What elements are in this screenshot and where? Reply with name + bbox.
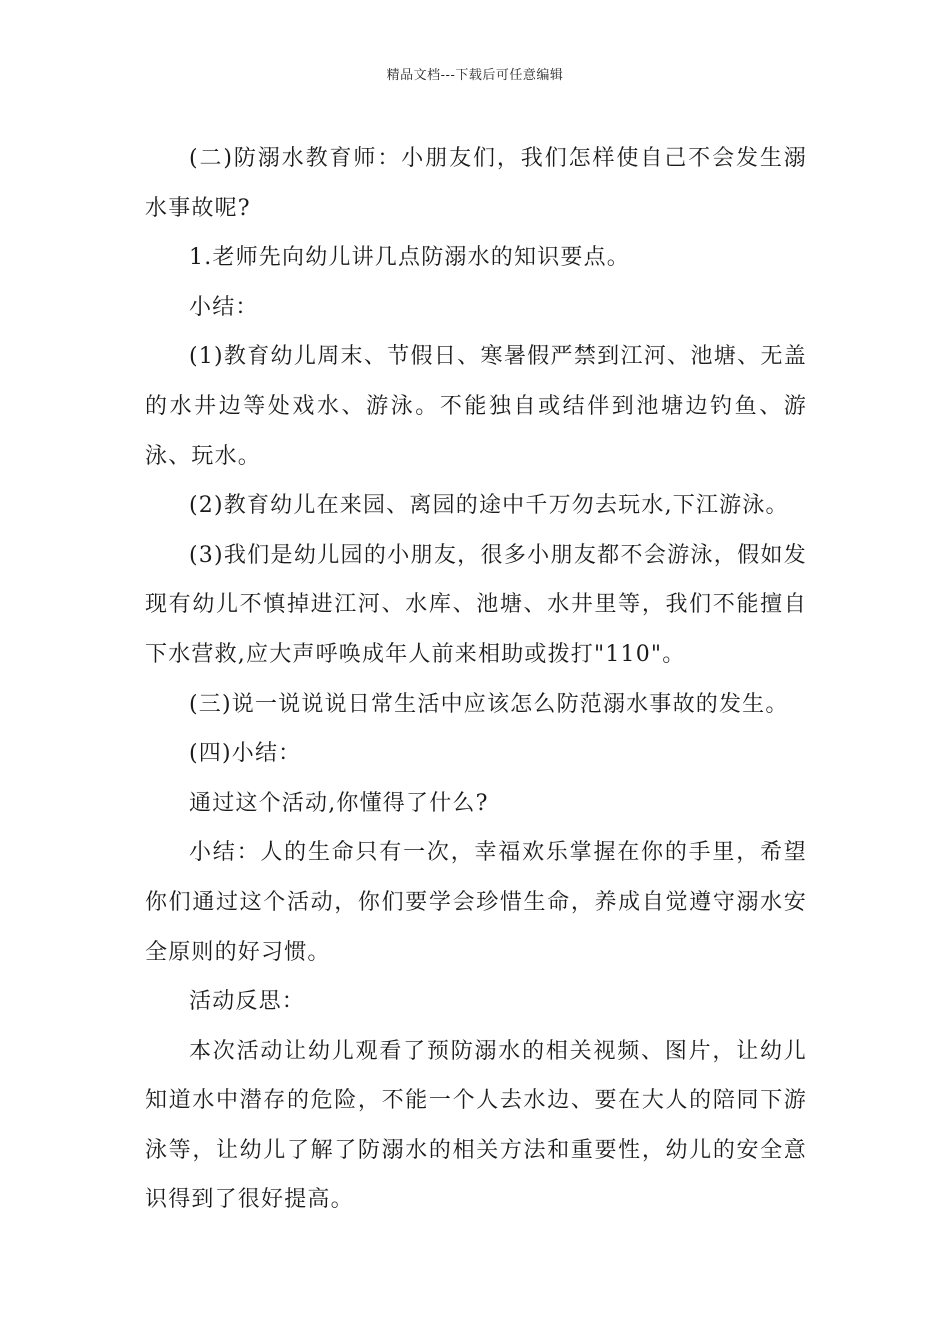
page-header: 精品文档---下载后可任意编辑 xyxy=(386,68,564,83)
paragraph-section-four: (四)小结： xyxy=(189,741,302,767)
document-body xyxy=(145,134,807,1225)
paragraph-question: 通过这个活动,你懂得了什么? xyxy=(189,790,489,816)
paragraph-rule-3: (3)我们是幼儿园的小朋友，很多小朋友都不会游泳，假如发现有幼儿不慎掉进江河、水库、池塘、水井里等，我们不能擅自下水营救,应大声呼唤成年人前来相助或拨打"110"。 xyxy=(145,542,807,667)
paragraph-rule-2: (2)教育幼儿在来园、离园的途中千万勿去玩水,下江游泳。 xyxy=(189,493,789,519)
paragraph-discussion: (三)说一说说说日常生活中应该怎么防范溺水事故的发生。 xyxy=(189,691,789,717)
paragraph-reflection: 本次活动让幼儿观看了预防溺水的相关视频、图片，让幼儿知道水中潜存的危险，不能一个人去水边、要在大人的陪同下游泳等，让幼儿了解了防溺水的相关方法和重要性，幼儿的安全意识得到了很好提高。 xyxy=(145,1038,807,1213)
paragraph-reflection-label: 活动反思： xyxy=(189,989,306,1015)
paragraph-life-summary: 小结：人的生命只有一次，幸福欢乐掌握在你的手里，希望你们通过这个活动，你们要学会珍惜生命，养成自觉遵守溺水安全原则的好习惯。 xyxy=(145,840,807,965)
paragraph-prevention-question: (二)防溺水教育师：小朋友们，我们怎样使自己不会发生溺水事故呢? xyxy=(145,146,807,221)
paragraph-summary-label: 小结： xyxy=(189,294,259,320)
paragraph-rule-1: (1)教育幼儿周末、节假日、寒暑假严禁到江河、池塘、无盖的水井边等处戏水、游泳。不能独自或结伴到池塘边钓鱼、游泳、玩水。 xyxy=(145,344,807,469)
paragraph-teacher-points: 1.老师先向幼儿讲几点防溺水的知识要点。 xyxy=(189,245,630,271)
